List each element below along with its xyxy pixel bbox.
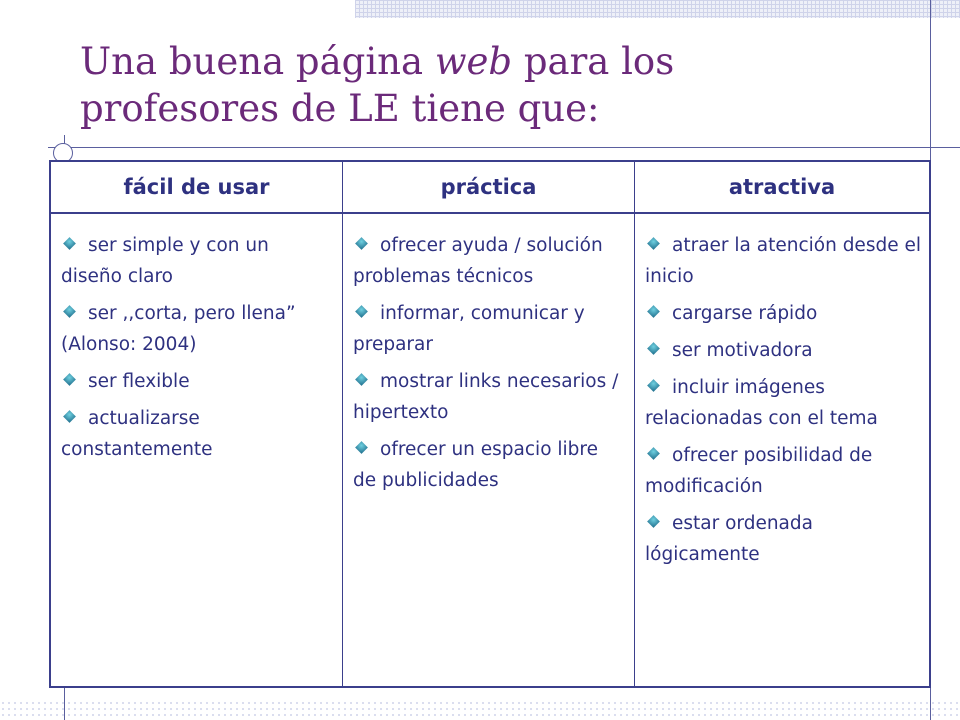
list-item — [353, 230, 626, 292]
diamond-bullet-icon — [647, 342, 660, 355]
list-item-text: ofrecer un espacio libre de publicidades — [353, 439, 598, 491]
diamond-bullet-icon — [647, 515, 660, 528]
diamond-bullet-icon — [63, 237, 76, 250]
diamond-bullet-icon — [647, 447, 660, 460]
list-item-text: ofrecer posibilidad de modificación — [645, 445, 873, 497]
decorative-horizontal-line — [48, 147, 960, 148]
table-header-row — [51, 162, 929, 214]
list-item — [645, 372, 921, 434]
list-item — [353, 298, 626, 360]
list-item — [353, 434, 626, 496]
list-item-text: atraer la atención desde el inicio — [645, 235, 921, 287]
list-item — [353, 366, 626, 428]
list-item-text: incluir imágenes relacionadas con el tema — [645, 377, 878, 429]
list-item — [645, 335, 921, 366]
list-item — [645, 508, 921, 570]
cell-practica — [343, 214, 635, 686]
list-item-text: ser flexible — [88, 371, 190, 392]
list-item-text: mostrar links necesarios / hipertexto — [353, 371, 619, 423]
list-item — [61, 298, 334, 360]
header-atractiva: atractiva — [728, 175, 836, 199]
diamond-bullet-icon — [355, 305, 368, 318]
criteria-table — [49, 160, 931, 688]
diamond-bullet-icon — [647, 237, 660, 250]
diamond-bullet-icon — [63, 373, 76, 386]
header-practica: práctica — [343, 162, 635, 212]
decorative-stipple — [0, 700, 960, 720]
diamond-bullet-icon — [355, 373, 368, 386]
list-item-text: cargarse rápido — [672, 303, 818, 324]
title-emphasis: web — [434, 40, 513, 83]
diamond-bullet-icon — [355, 441, 368, 454]
diamond-bullet-icon — [647, 379, 660, 392]
diamond-bullet-icon — [355, 237, 368, 250]
list-item — [645, 298, 921, 329]
list-item-text: actualizarse constantemente — [61, 408, 213, 460]
list-item-text: ser simple y con un diseño claro — [61, 235, 269, 287]
header-facil-de-usar: fácil de usar — [51, 162, 343, 212]
list-item-text: ofrecer ayuda / solución problemas técnicos — [353, 235, 603, 287]
table-body-row — [51, 214, 929, 686]
diamond-bullet-icon — [63, 305, 76, 318]
list-item-text: estar ordenada lógicamente — [645, 513, 813, 565]
title-part-2: para los profesores de LE tiene que: — [80, 40, 675, 130]
slide-title — [80, 38, 880, 132]
list-item-text: informar, comunicar y preparar — [353, 303, 585, 355]
list-item — [61, 403, 334, 465]
title-part-1: Una buena página — [80, 40, 435, 83]
cell-facil-de-usar — [51, 214, 343, 686]
list-item — [61, 366, 334, 397]
list-item-text: ser ,,corta, pero llena” (Alonso: 2004) — [61, 303, 296, 355]
diamond-bullet-icon — [63, 410, 76, 423]
list-item — [61, 230, 334, 292]
list-item-text: ser motivadora — [672, 340, 813, 361]
decorative-grid-band — [355, 0, 960, 18]
list-item — [645, 230, 921, 292]
cell-atractiva — [635, 214, 929, 686]
diamond-bullet-icon — [647, 305, 660, 318]
list-item — [645, 440, 921, 502]
